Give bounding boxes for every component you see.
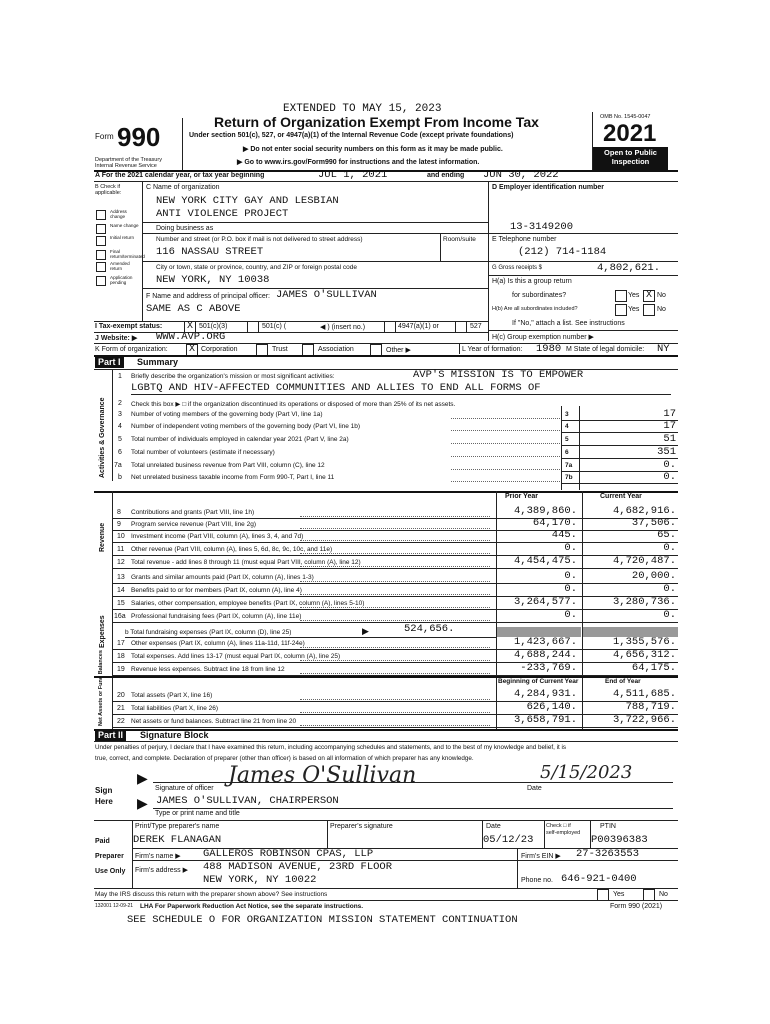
gov-line-box: 6 — [565, 449, 569, 456]
firm-ein: 27-3263553 — [576, 848, 640, 860]
ha-yes-checkbox[interactable] — [615, 290, 627, 302]
street-address: 116 NASSAU STREET — [156, 246, 264, 258]
officer-signature: James O'Sullivan — [228, 763, 417, 788]
line-num: 4 — [118, 423, 122, 430]
revenue-line-label: Other revenue (Part VIII, column (A), lines 5, 6d, 8c, 9c, 10c, and 11e) — [131, 546, 333, 553]
expense-line-label: Benefits paid to or for members (Part IX, column (A), line 4) — [131, 587, 302, 594]
firm-address-line1: 488 MADISON AVENUE, 23RD FLOOR — [203, 861, 393, 873]
gov-line-value: 51 — [663, 433, 676, 445]
side-net-assets: Net Assets or Fund Balances — [98, 650, 104, 726]
leader-dots — [300, 712, 490, 713]
discuss-question: May the IRS discuss this return with the preparer shown above? See instructions — [95, 891, 328, 898]
part2-title: Signature Block — [140, 730, 209, 740]
gov-line-value: 351 — [657, 446, 676, 458]
leader-dots — [300, 607, 490, 608]
line-num: 3 — [118, 411, 122, 418]
phone-value: (212) 714-1184 — [518, 246, 607, 258]
expense-current-value: 3,280,736. — [612, 596, 676, 608]
row-rule — [112, 622, 678, 623]
expense-current-value: 4,656,312. — [612, 649, 676, 661]
ptin-label: PTIN — [600, 823, 616, 830]
b-checkbox-initial-return[interactable] — [96, 236, 106, 246]
omb-number: OMB No. 1545-0047 — [600, 114, 651, 120]
line-16b-value: 524,656. — [404, 623, 455, 635]
firm-address-line2: NEW YORK, NY 10022 — [203, 874, 317, 886]
leader-dots — [451, 418, 560, 419]
gross-receipts-value: 4,802,621. — [597, 262, 661, 274]
revenue-current-value: 4,682,916. — [612, 505, 676, 517]
gov-line-label: Number of voting members of the governing body (Part VI, line 1a) — [131, 411, 323, 418]
expense-current-value: 0. — [663, 609, 676, 621]
side-expenses: Expenses — [99, 615, 106, 648]
inspection-label: Inspection — [611, 157, 650, 166]
revenue-current-value: 37,506. — [631, 517, 676, 529]
gov-line-box: 5 — [565, 436, 569, 443]
end-year-header: End of Year — [605, 678, 641, 685]
discuss-yes-label: Yes — [613, 891, 625, 898]
discuss-no-label: No — [659, 891, 668, 898]
group-return-label: H(a) Is this a group return — [492, 278, 572, 285]
room-suite-label: Room/suite — [443, 236, 476, 243]
principal-officer-name: JAMES O'SULLIVAN — [276, 289, 377, 301]
signature-of-officer-label: Signature of officer — [155, 785, 214, 792]
revenue-prior-value: 64,170. — [532, 517, 577, 529]
form-code: 132001 12-09-21 — [95, 903, 134, 909]
perjury-text-1: Under penalties of perjury, I declare that I have examined this return, including accompanying schedules and statements, and to the best of my knowledge and belief, it is — [95, 744, 567, 751]
mission-line2: LGBTQ AND HIV-AFFECTED COMMUNITIES AND ALLIES TO END ALL FORMS OF — [131, 382, 541, 394]
website-label: J Website: ▶ — [95, 335, 138, 342]
sign-label: Sign — [95, 786, 113, 795]
lha-notice: LHA For Paperwork Reduction Act Notice, see the separate instructions. — [140, 903, 364, 910]
leader-dots — [451, 443, 560, 444]
line-2-text: Check this box ▶ □ if the organization discontinued its operations or disposed of more than 25% of its net assets. — [131, 401, 456, 408]
dept-label: Department of the Treasury — [95, 157, 162, 163]
firm-name: GALLEROS ROBINSON CPAS, LLP — [203, 848, 374, 860]
ha-no-checkbox[interactable]: X — [643, 290, 655, 302]
year-formation-value: 1980 — [536, 343, 562, 355]
501c-label: 501(c) ( — [262, 323, 287, 330]
leader-dots — [451, 481, 560, 482]
expense-current-value: 64,175. — [631, 662, 676, 674]
irs-label: Internal Revenue Service — [95, 163, 157, 169]
preparer-name-label: Print/Type preparer's name — [135, 823, 220, 830]
gov-line-value: 0. — [663, 459, 676, 471]
expense-prior-value: 1,423,667. — [513, 636, 577, 648]
net-assets-current-value: 4,511,685. — [612, 688, 676, 700]
expense-prior-value: 0. — [564, 609, 577, 621]
expense-line-label: Other expenses (Part IX, column (A), lines 11a-11d, 11f-24e) — [131, 640, 305, 647]
501c3-checkbox[interactable]: X — [184, 321, 196, 333]
expense-current-value: 0. — [663, 583, 676, 595]
hb-no-label: No — [657, 306, 666, 313]
gov-line-label: Total number of volunteers (estimate if necessary) — [131, 449, 275, 456]
expense-line-num: 15 — [117, 600, 125, 607]
sign-arrow-1: ▶ — [137, 770, 148, 786]
expense-line-label: Salaries, other compensation, employee benefits (Part IX, column (A), lines 5-10) — [131, 600, 365, 607]
4947-label: 4947(a)(1) or — [398, 323, 439, 330]
net-assets-current-value: 3,722,966. — [612, 714, 676, 726]
revenue-line-num: 8 — [117, 509, 121, 516]
city-state-zip: NEW YORK, NY 10038 — [156, 274, 270, 286]
box-rule — [561, 406, 562, 490]
line-a-label: A For the 2021 calendar year, or tax year beginning — [95, 172, 265, 179]
trust-label: Trust — [272, 346, 288, 353]
side-activities-governance: Activities & Governance — [99, 397, 106, 478]
gov-line-box: 7a — [565, 462, 573, 469]
leader-dots — [300, 540, 490, 541]
insert-no-label: ◀ ) (insert no.) — [320, 324, 366, 331]
expense-prior-value: 3,264,577. — [513, 596, 577, 608]
tax-year-begin: JUL 1, 2021 — [318, 169, 388, 181]
type-print-label: Type or print name and title — [155, 810, 240, 817]
expense-line-num: 13 — [117, 574, 125, 581]
revenue-prior-value: 0. — [564, 542, 577, 554]
group-exemption-label: H(c) Group exemption number ▶ — [492, 334, 594, 341]
net-assets-line-num: 21 — [117, 705, 125, 712]
preparer-signature-label: Preparer's signature — [330, 823, 393, 830]
expense-line-num: 18 — [117, 653, 125, 660]
part1-title: Summary — [137, 357, 179, 367]
form-subtitle: Under section 501(c), 527, or 4947(a)(1) of the Internal Revenue Code (except private foundations) — [189, 132, 514, 139]
527-label: 527 — [470, 323, 482, 330]
b-checkbox-address-change[interactable] — [96, 210, 106, 220]
expense-line-label: Grants and similar amounts paid (Part IX, column (A), lines 1-3) — [131, 574, 314, 581]
net-assets-line-label: Total assets (Part X, line 16) — [131, 692, 213, 699]
gov-line-value: 17 — [663, 420, 676, 432]
expense-current-value: 1,355,576. — [612, 636, 676, 648]
expense-prior-value: 0. — [564, 570, 577, 582]
gov-line-box: 7b — [565, 474, 573, 481]
expense-line-num: 16a — [114, 613, 126, 620]
revenue-line-num: 9 — [117, 521, 121, 528]
ssn-notice: ▶ Do not enter social security numbers on this form as it may be made public. — [243, 146, 503, 153]
b-checkbox-final-return-terminated[interactable] — [96, 250, 106, 260]
revenue-line-label: Total revenue - add lines 8 through 11 (must equal Part VIII, column (A), line 12) — [131, 559, 361, 566]
org-name-line1: NEW YORK CITY GAY AND LESBIAN — [156, 195, 339, 207]
ha-no-label: No — [657, 292, 666, 299]
street-label: Number and street (or P.O. box if mail is not delivered to street address) — [156, 236, 363, 243]
leader-dots — [451, 430, 560, 431]
revenue-current-value: 0. — [663, 542, 676, 554]
revenue-line-label: Program service revenue (Part VIII, line 2g) — [131, 521, 256, 528]
firm-phone-label: Phone no. — [521, 877, 553, 884]
leader-dots — [300, 594, 490, 595]
sign-arrow-2: ▶ — [137, 795, 148, 811]
gov-line-box: 4 — [565, 423, 569, 430]
ha-yes-label: Yes — [628, 292, 640, 299]
tax-year-end: JUN 30, 2022 — [483, 169, 559, 181]
revenue-current-value: 4,720,487. — [612, 555, 676, 567]
mission-line1: AVP'S MISSION IS TO EMPOWER — [413, 369, 584, 381]
city-label: City or town, state or province, country, and ZIP or foreign postal code — [156, 264, 357, 271]
expense-line-num: 19 — [117, 666, 125, 673]
org-name-label: C Name of organization — [146, 184, 220, 191]
leader-dots — [451, 456, 560, 457]
b-checkbox-application-pending[interactable] — [96, 276, 106, 286]
net-assets-line-label: Net assets or fund balances. Subtract line 21 from line 20 — [131, 718, 297, 725]
line-num: 6 — [118, 449, 122, 456]
expense-line-num: 14 — [117, 587, 125, 594]
beginning-year-header: Beginning of Current Year — [498, 678, 579, 685]
expense-prior-value: -233,769. — [520, 662, 577, 674]
leader-dots — [451, 469, 560, 470]
all-subordinates-label: H(b) Are all subordinates included? — [492, 306, 578, 312]
leader-dots — [300, 528, 490, 529]
attach-list-note: If "No," attach a list. See instructions — [512, 320, 625, 327]
line-num: 5 — [118, 436, 122, 443]
leader-dots — [300, 660, 490, 661]
gov-line-label: Total number of individuals employed in calendar year 2021 (Part V, line 2a) — [131, 436, 349, 443]
revenue-prior-value: 445. — [551, 529, 577, 541]
side-revenue: Revenue — [99, 522, 106, 552]
revenue-current-value: 65. — [657, 529, 676, 541]
leader-dots — [300, 673, 490, 674]
b-label: Initial return — [110, 235, 135, 240]
leader-dots — [300, 553, 490, 554]
web-notice: ▶ Go to www.irs.gov/Form990 for instructions and the latest information. — [237, 159, 480, 166]
expense-line-label: Revenue less expenses. Subtract line 18 from line 12 — [131, 666, 285, 673]
line-16b-arrow: ▶ — [362, 626, 369, 636]
here-label: Here — [95, 797, 113, 806]
expense-current-value: 20,000. — [631, 570, 676, 582]
leader-dots — [300, 516, 490, 517]
current-year-header: Current Year — [600, 493, 642, 500]
gross-receipts-label: G Gross receipts $ — [492, 265, 543, 271]
revenue-prior-value: 4,454,475. — [513, 555, 577, 567]
revenue-prior-value: 4,389,860. — [513, 505, 577, 517]
expense-line-num: 17 — [117, 640, 125, 647]
use-only-label: Use Only — [95, 868, 126, 875]
net-assets-prior-value: 3,658,791. — [513, 714, 577, 726]
state-domicile-label: M State of legal domicile: — [566, 346, 645, 353]
corporation-label: Corporation — [201, 346, 238, 353]
net-assets-current-value: 788,719. — [625, 701, 676, 713]
part2-tag: Part II — [95, 730, 126, 741]
line-num: b — [118, 474, 122, 481]
leader-dots — [300, 647, 490, 648]
firm-address-label: Firm's address ▶ — [135, 867, 189, 874]
website-value[interactable]: WWW.AVP.ORG — [156, 331, 226, 343]
signature-date-label: Date — [527, 785, 542, 792]
prior-year-header: Prior Year — [505, 493, 538, 500]
revenue-line-num: 12 — [117, 559, 125, 566]
ein-value: 13-3149200 — [510, 221, 574, 233]
b-label: Application pending — [110, 275, 133, 285]
box-rule — [579, 406, 580, 490]
corporation-checkbox[interactable]: X — [186, 344, 198, 356]
row-rule — [112, 727, 678, 728]
leader-dots — [300, 620, 490, 621]
principal-officer-label: F Name and address of principal officer: — [146, 293, 270, 300]
leader-dots — [300, 725, 490, 726]
tax-year: 2021 — [603, 120, 657, 147]
line-16b-label: b Total fundraising expenses (Part IX, column (D), line 25) — [125, 629, 292, 636]
preparer-date-label: Date — [486, 823, 501, 830]
form-label: Form — [95, 132, 114, 141]
firm-phone: 646-921-0400 — [561, 873, 637, 885]
extension-note: EXTENDED TO MAY 15, 2023 — [283, 103, 442, 115]
row-rule — [112, 568, 678, 569]
ending-label: and ending — [427, 172, 465, 179]
net-assets-line-num: 22 — [117, 718, 125, 725]
b-label: Amended return — [110, 261, 130, 271]
gov-line-label: Number of independent voting members of the governing body (Part VI, line 1b) — [131, 423, 361, 430]
other-label: Other ▶ — [386, 347, 411, 354]
association-label: Association — [318, 346, 354, 353]
hb-no-checkbox[interactable] — [643, 304, 655, 316]
net-assets-line-num: 20 — [117, 692, 125, 699]
form-reference: Form 990 (2021) — [610, 903, 663, 910]
tax-exempt-status-label: I Tax-exempt status: — [95, 323, 163, 330]
line-1-label: Briefly describe the organization's mission or most significant activities: — [131, 373, 335, 380]
hb-yes-label: Yes — [628, 306, 640, 313]
expense-line-label: Professional fundraising fees (Part IX, column (A), line 11e) — [131, 613, 302, 620]
firm-name-label: Firm's name ▶ — [135, 853, 181, 860]
year-formation-label: L Year of formation: — [462, 346, 523, 353]
revenue-line-label: Investment income (Part VIII, column (A), lines 3, 4, and 7d) — [131, 533, 304, 540]
form-title: Return of Organization Exempt From Income Tax — [214, 114, 539, 130]
principal-officer-address: SAME AS C ABOVE — [146, 303, 241, 315]
revenue-line-num: 11 — [117, 546, 125, 553]
form-number: 990 — [117, 122, 161, 152]
b-label: Name change — [110, 223, 139, 228]
check-if-applicable-label: B Check if applicable: — [95, 184, 122, 196]
group-return-sub: for subordinates? — [512, 292, 567, 299]
self-employed-label: Check □ if self-employed — [546, 823, 581, 836]
signature-date: 5/15/2023 — [540, 762, 633, 783]
state-domicile-value: NY — [657, 343, 670, 355]
open-public-label: Open to Public — [604, 148, 657, 157]
leader-dots — [300, 566, 490, 567]
b-checkbox-amended-return[interactable] — [96, 262, 106, 272]
gov-line-label: Total unrelated business revenue from Part VIII, column (C), line 12 — [131, 462, 325, 469]
expense-prior-value: 0. — [564, 583, 577, 595]
expense-prior-value: 4,688,244. — [513, 649, 577, 661]
officer-name-title: JAMES O'SULLIVAN, CHAIRPERSON — [156, 795, 339, 807]
gov-line-value: 0. — [663, 471, 676, 483]
perjury-text-2: true, correct, and complete. Declaration of preparer (other than officer) is based on all information of which preparer has any knowledge. — [95, 755, 474, 762]
net-assets-prior-value: 4,284,931. — [513, 688, 577, 700]
hb-yes-checkbox[interactable] — [615, 304, 627, 316]
firm-ein-label: Firm's EIN ▶ — [521, 853, 561, 860]
gov-line-label: Net unrelated business taxable income from Form 990-T, Part I, line 11 — [131, 474, 335, 481]
net-assets-line-label: Total liabilities (Part X, line 26) — [131, 705, 219, 712]
gov-line-box: 3 — [565, 411, 569, 418]
leader-dots — [300, 699, 490, 700]
b-label: Final return/terminated — [110, 249, 145, 259]
revenue-line-num: 10 — [117, 533, 125, 540]
dba-label: Doing business as — [156, 225, 214, 232]
expense-line-label: Total expenses. Add lines 13-17 (must equal Part IX, column (A), line 25) — [131, 653, 341, 660]
line-num: 7a — [114, 462, 122, 469]
part1-tag: Part I — [95, 357, 124, 368]
preparer-name: DEREK FLANAGAN — [133, 834, 222, 846]
org-name-line2: ANTI VIOLENCE PROJECT — [156, 208, 289, 220]
ein-label: D Employer identification number — [492, 184, 605, 191]
gov-line-value: 17 — [663, 408, 676, 420]
b-checkbox-name-change[interactable] — [96, 224, 106, 234]
phone-label: E Telephone number — [492, 236, 557, 243]
preparer-ptin: P00396383 — [591, 834, 648, 846]
b-label: Address change — [110, 209, 127, 219]
schedule-o-note: SEE SCHEDULE O FOR ORGANIZATION MISSION STATEMENT CONTINUATION — [127, 914, 518, 926]
net-assets-prior-value: 626,140. — [526, 701, 577, 713]
line-2-num: 2 — [118, 400, 122, 407]
paid-label: Paid — [95, 838, 110, 845]
501c3-label: 501(c)(3) — [199, 323, 228, 330]
form-of-org-label: K Form of organization: — [95, 346, 168, 353]
revenue-line-label: Contributions and grants (Part VIII, line 1h) — [131, 509, 255, 516]
preparer-label: Preparer — [95, 853, 124, 860]
line-1-num: 1 — [118, 373, 122, 380]
preparer-date: 05/12/23 — [483, 834, 534, 846]
leader-dots — [300, 581, 490, 582]
